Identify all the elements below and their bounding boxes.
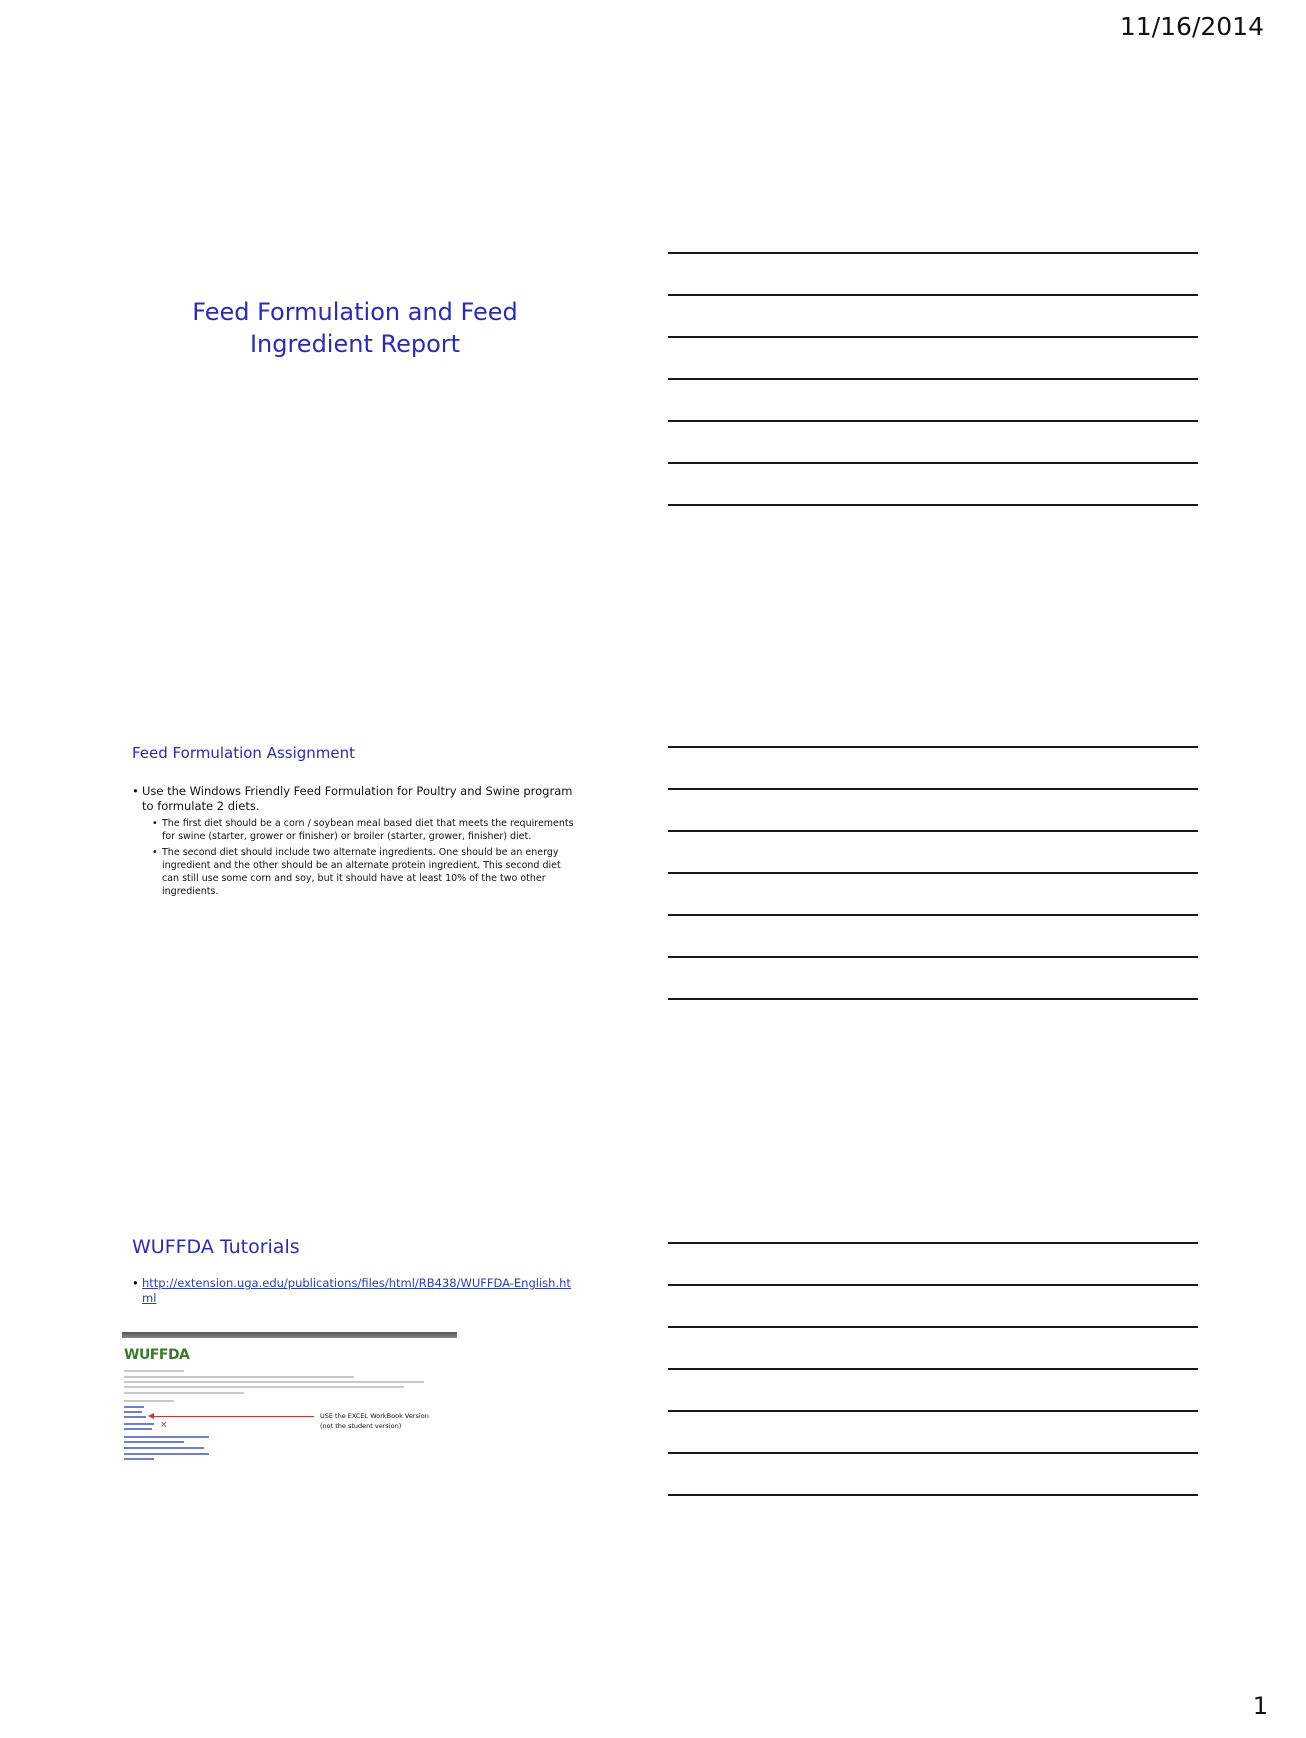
wuffda-tutorial-link[interactable]: http://extension.uga.edu/publications/files/html/RB438/WUFFDA-English.html — [142, 1276, 571, 1305]
wuffda-website-screenshot — [122, 1332, 457, 1462]
screenshot-text-line — [124, 1386, 404, 1388]
note-line — [668, 462, 1198, 464]
screenshot-annotation — [320, 1411, 460, 1431]
note-line — [668, 252, 1198, 254]
slide-2-bullet: • Use the Windows Friendly Feed Formulation for Poultry and Swine program to formulate 2 diets. — [132, 784, 582, 814]
page-date: 11/16/2014 — [1119, 12, 1264, 41]
note-line — [668, 1410, 1198, 1412]
note-line — [668, 1242, 1198, 1244]
note-line — [668, 998, 1198, 1000]
screenshot-text-line — [124, 1376, 354, 1378]
screenshot-link-line — [124, 1447, 204, 1449]
screenshot-text-line — [124, 1392, 244, 1394]
slide-2-subbullet-2: • The second diet should include two alternate ingredients. One should be an energy ingredient and the other should be an alternate protein ingredient. This second diet can still use some corn and soy, but it should have at least 10% of the two other ingredients. — [152, 846, 577, 898]
wuffda-logo: WUFFDA — [124, 1347, 190, 1363]
screenshot-text-line — [124, 1400, 174, 1402]
note-line — [668, 336, 1198, 338]
slide-2-title: Feed Formulation Assignment — [132, 744, 356, 762]
slide-1-title-line-1: Feed Formulation and Feed — [192, 298, 518, 326]
screenshot-link-line — [124, 1428, 152, 1430]
note-line — [668, 746, 1198, 748]
slide-1-title-line-2: Ingredient Report — [249, 330, 461, 358]
screenshot-link-line — [124, 1423, 154, 1425]
slide-2 — [132, 744, 602, 898]
note-line — [668, 872, 1198, 874]
note-line — [668, 1326, 1198, 1328]
note-line — [668, 788, 1198, 790]
note-line — [668, 956, 1198, 958]
note-line — [668, 294, 1198, 296]
screenshot-link-line — [124, 1441, 184, 1443]
screenshot-link-line — [124, 1416, 146, 1418]
annotation-line-1: USE the EXCEL WorkBook Version — [320, 1412, 429, 1420]
slide-2-subbullet-1: • The first diet should be a corn / soybean meal based diet that meets the requirements for swine (starter, grower or finisher) or broiler (starter, grower, finisher) diet. — [152, 817, 577, 843]
note-line — [668, 378, 1198, 380]
notes-area-3 — [668, 1242, 1198, 1536]
note-line — [668, 1452, 1198, 1454]
screenshot-link-line — [124, 1453, 209, 1455]
slide-3-title: WUFFDA Tutorials — [132, 1236, 300, 1258]
screenshot-link-line — [124, 1411, 142, 1413]
page-number: 1 — [1252, 1692, 1268, 1720]
slide-1-title — [120, 296, 590, 360]
note-line — [668, 914, 1198, 916]
notes-area-1 — [668, 252, 1198, 546]
slide-1 — [120, 296, 590, 360]
slide-3-link-bullet — [132, 1276, 582, 1306]
screenshot-text-line — [124, 1370, 184, 1372]
screenshot-link-line — [124, 1406, 144, 1408]
note-line — [668, 1368, 1198, 1370]
notes-area-2 — [668, 746, 1198, 1040]
note-line — [668, 504, 1198, 506]
note-line — [668, 1284, 1198, 1286]
screenshot-link-line — [124, 1458, 154, 1460]
note-line — [668, 1494, 1198, 1496]
annotation-line-2: (not the student version) — [320, 1422, 402, 1430]
annotation-arrow — [152, 1416, 314, 1417]
browser-toolbar — [122, 1332, 457, 1338]
screenshot-link-line — [124, 1436, 209, 1438]
x-mark-icon: × — [160, 1420, 168, 1430]
note-line — [668, 830, 1198, 832]
screenshot-text-line — [124, 1381, 424, 1383]
slide-3 — [132, 1236, 602, 1306]
slide-2-bullets — [132, 784, 602, 898]
note-line — [668, 420, 1198, 422]
